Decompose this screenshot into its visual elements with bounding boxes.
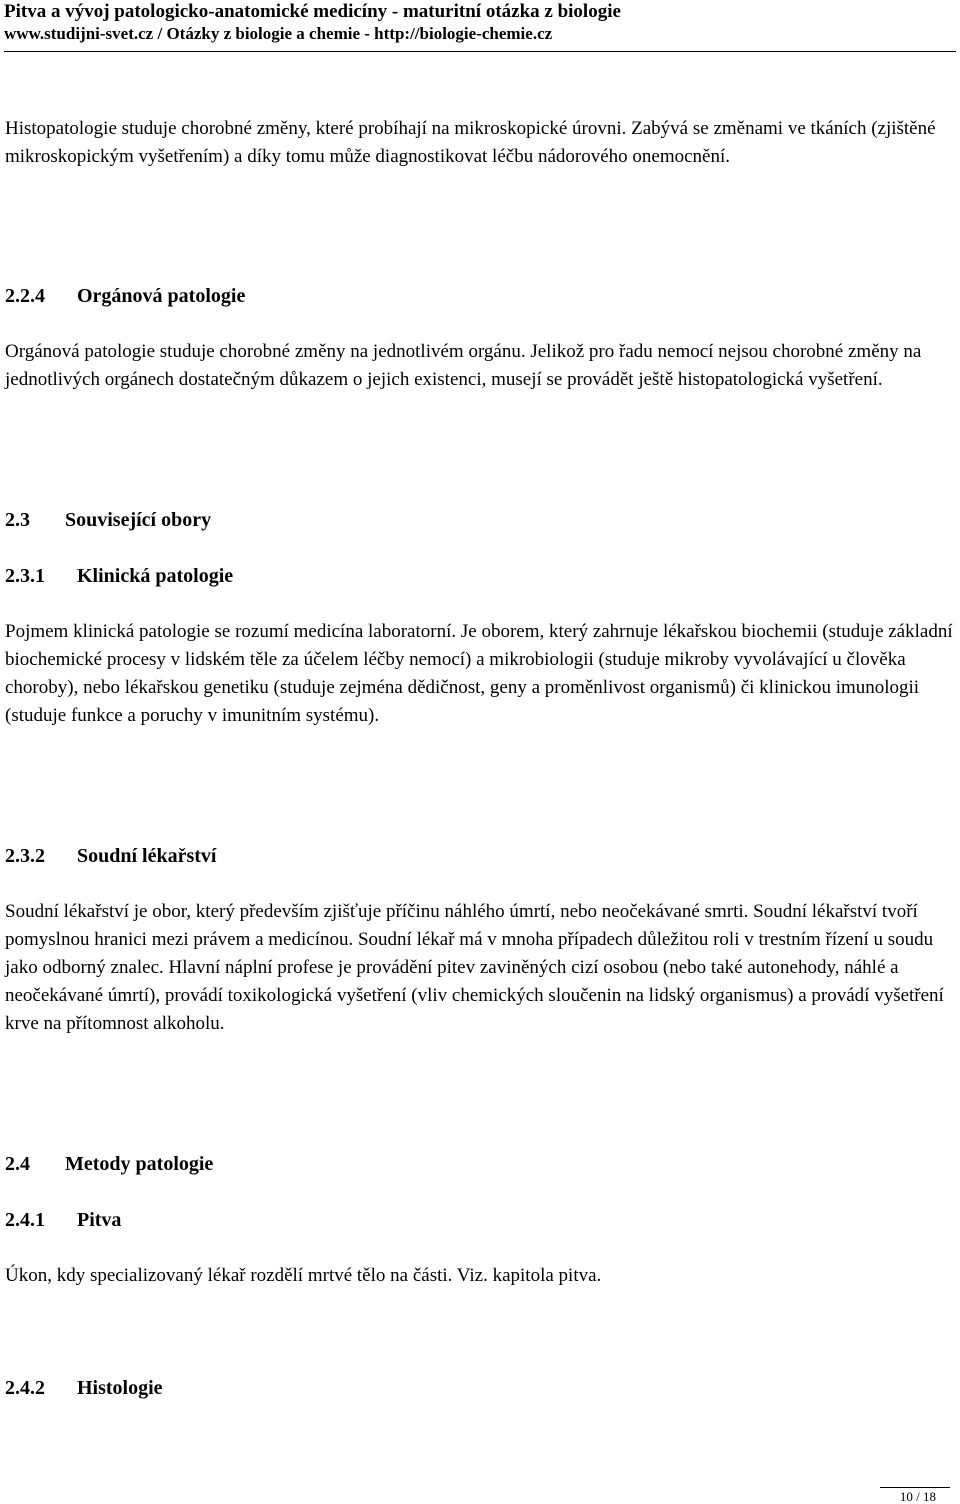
heading-2-3-2 [5,842,216,870]
heading-title: Klinická patologie [77,565,234,587]
heading-number: 2.4.2 [5,1377,45,1399]
heading-title: Orgánová patologie [77,285,246,307]
heading-2-2-4 [5,282,245,310]
heading-number: 2.2.4 [5,285,45,307]
heading-2-4-1 [5,1206,121,1234]
heading-2-3 [5,506,211,534]
page-number: 10 / 18 [899,1489,936,1504]
heading-number: 2.4.1 [5,1209,45,1231]
heading-number: 2.3.2 [5,845,45,867]
source-line: www.studijni-svet.cz / Otázky z biologie a chemie - http://biologie-chemie.cz [4,24,553,43]
heading-title: Pitva [77,1209,122,1231]
footer-divider [880,1487,950,1488]
heading-2-4 [5,1150,213,1178]
heading-title: Související obory [65,509,212,531]
heading-title: Metody patologie [65,1153,214,1175]
heading-number: 2.4 [5,1153,30,1175]
heading-number: 2.3 [5,509,30,531]
paragraph-soudni-lekarstvi: Soudní lékařství je obor, který především zjišťuje příčinu náhlého úmrtí, nebo neočekávané smrti. Soudní lékařství tvoří pomyslnou hranici mezi právem a medicínou. Soudní lékař má v mnoha případech důležitou roli v trestním řízení u soudu jako odborný znalec. Hlavní náplní profese je provádění pitev zaviněných cizí osobou (nebo také autonehody, náhlé a neočekávané úmrtí), provádí toxikologická vyšetření (vliv chemických sloučenin na lidský organismus) a provádí vyšetření krve na přítomnost alkoholu. [5,901,944,1034]
heading-2-4-2 [5,1374,163,1402]
heading-2-3-1 [5,562,233,590]
paragraph-pitva: Úkon, kdy specializovaný lékař rozdělí mrtvé tělo na části. Viz. kapitola pitva. [5,1265,602,1286]
heading-title: Soudní lékařství [77,845,217,867]
page-header [4,0,956,44]
heading-number: 2.3.1 [5,565,45,587]
heading-title: Histologie [77,1377,163,1399]
paragraph-histopatologie: Histopatologie studuje chorobné změny, které probíhají na mikroskopické úrovni. Zabývá se změnami ve tkáních (zjištěné mikroskopickým vyšetřením) a díky tomu může diagnostikovat léčbu nádorového onemocnění. [5,118,936,167]
paragraph-klinicka-patologie: Pojmem klinická patologie se rozumí medicína laboratorní. Je oborem, který zahrnuje lékařskou biochemii (studuje základní biochemické procesy v lidském těle za účelem léčby nemocí) a mikrobiologii (studuje mikroby vyvolávající u člověka choroby), nebo lékařskou genetiku (studuje zejména dědičnost, geny a proměnlivost organismů) či klinickou imunologii (studuje funkce a poruchy v imunitním systému). [5,621,953,726]
document-title: Pitva a vývoj patologicko-anatomické medicíny - maturitní otázka z biologie [4,1,621,22]
header-divider [4,51,956,52]
paragraph-organova-patologie: Orgánová patologie studuje chorobné změny na jednotlivém orgánu. Jelikož pro řadu nemocí nejsou chorobné změny na jednotlivých orgánech dostatečným důkazem o jejich existenci, musejí se provádět ještě histopatologická vyšetření. [5,341,922,390]
